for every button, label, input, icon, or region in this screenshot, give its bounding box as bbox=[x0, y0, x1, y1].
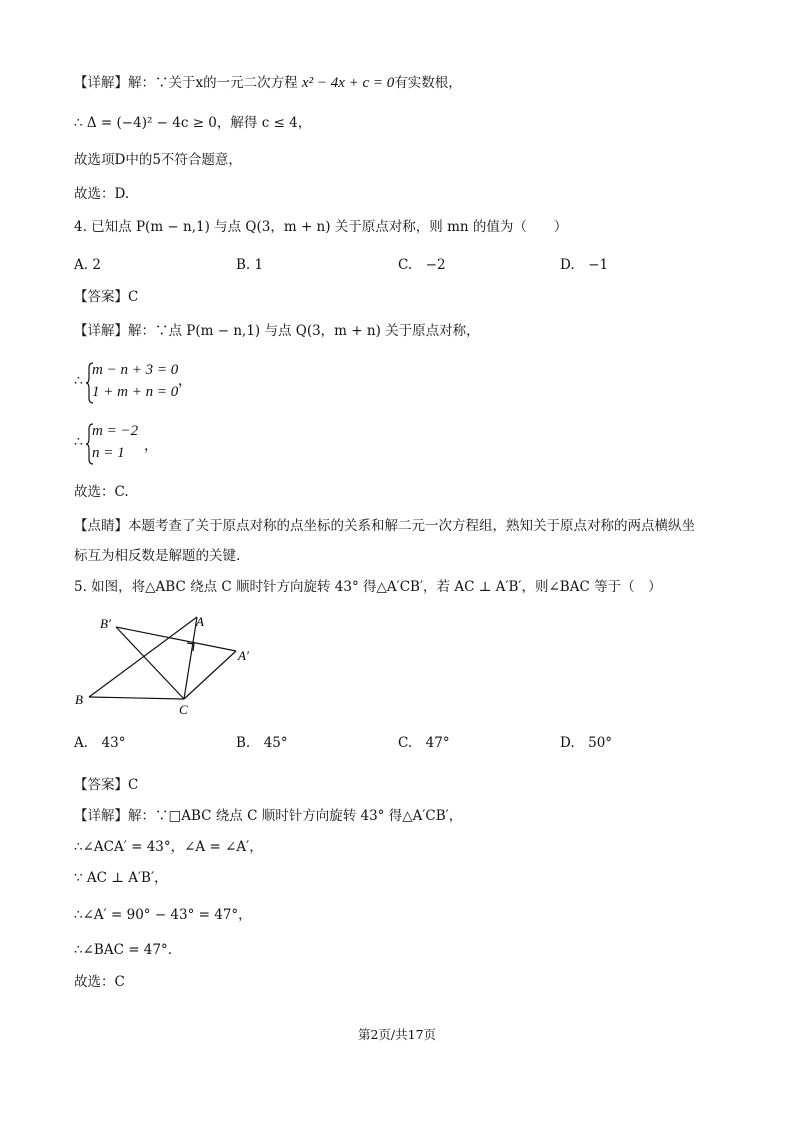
segment-B'A' bbox=[116, 627, 236, 651]
system-2-tail: ， bbox=[144, 438, 158, 454]
q4-answer: 【答案】C bbox=[74, 289, 139, 305]
q4-option-a: A. 2 bbox=[74, 257, 101, 273]
q3-detail-line bbox=[74, 73, 462, 93]
q5-detail-line-4: ∴∠A′ = 90° − 43° = 47°， bbox=[74, 907, 252, 923]
q3-therefore-line: ∴ Δ = (−4)² − 4c ≥ 0，解得 c ≤ 4， bbox=[74, 115, 312, 131]
detail-label: 【详解】解： bbox=[74, 75, 155, 91]
q5-detail-line-2: ∴∠ACA′ = 43°，∠A = ∠A′， bbox=[74, 839, 263, 855]
segment-BC bbox=[89, 697, 184, 699]
detail-text: ∵关于x的一元二次方程 bbox=[155, 75, 298, 91]
label-B-prime: B′ bbox=[100, 616, 111, 631]
label-C: C bbox=[179, 702, 188, 717]
segment-B'C bbox=[116, 627, 184, 699]
q5-figure bbox=[70, 610, 270, 720]
q4-option-b: B. 1 bbox=[236, 257, 264, 273]
system-1-eq-2: 1 + m + n = 0 bbox=[92, 384, 179, 400]
segment-CA' bbox=[184, 651, 236, 699]
q5-option-c: C. 47° bbox=[398, 735, 450, 751]
q5-detail-line-5: ∴∠BAC = 47°. bbox=[74, 942, 173, 958]
q5-option-a: A. 43° bbox=[74, 735, 126, 751]
q5-answer: 【答案】C bbox=[74, 777, 139, 793]
q4-choice: 故选：C. bbox=[74, 484, 129, 500]
system-1-tail: ， bbox=[178, 373, 192, 389]
q5-option-b: B. 45° bbox=[236, 735, 288, 751]
q5-stem: 5. 如图，将△ABC 绕点 C 顺时针方向旋转 43° 得△A′CB′，若 AC ⊥ A′B′，则∠BAC 等于（ ） bbox=[74, 579, 662, 595]
equation: x² − 4x + c = 0 bbox=[301, 75, 395, 91]
q4-detail: 【详解】解：∵点 P(m − n,1) 与点 Q(3，m + n) 关于原点对称， bbox=[74, 323, 480, 339]
label-A: A bbox=[196, 614, 204, 629]
q4-stem: 4. 已知点 P(m − n,1) 与点 Q(3，m + n) 关于原点对称，则 mn 的值为（ ） bbox=[74, 219, 568, 235]
q4-comment-line-1: 【点睛】本题考查了关于原点对称的点坐标的关系和解二元一次方程组，熟知关于原点对称的两点横纵坐 bbox=[74, 518, 695, 534]
system-2-eq-1: m = −2 bbox=[92, 423, 139, 439]
segment-AC bbox=[184, 617, 197, 699]
q5-detail-line-3: ∵ AC ⊥ A′B′， bbox=[74, 870, 168, 886]
detail-tail: 有实数根， bbox=[394, 75, 462, 91]
q5-option-d: D. 50° bbox=[560, 735, 613, 751]
page-footer: 第2页/共17页 bbox=[357, 1027, 437, 1042]
system-1-eq-1: m − n + 3 = 0 bbox=[92, 362, 179, 378]
therefore-sign: ∴ bbox=[74, 434, 83, 450]
q4-option-c: C. −2 bbox=[398, 257, 446, 273]
q3-conclusion: 故选项D中的5不符合题意， bbox=[74, 152, 242, 168]
therefore-sign: ∴ bbox=[74, 373, 83, 389]
q5-detail-line-6: 故选：C bbox=[74, 974, 125, 990]
q4-comment-line-2: 标互为相反数是解题的关键. bbox=[74, 548, 241, 564]
right-angle-mark bbox=[187, 643, 194, 651]
q5-detail-line-1: 【详解】解：∵□ABC 绕点 C 顺时针方向旋转 43° 得△A′CB′， bbox=[74, 808, 463, 824]
q4-option-d: D. −1 bbox=[560, 257, 609, 273]
label-B: B bbox=[75, 692, 83, 707]
q3-choice: 故选：D. bbox=[74, 186, 130, 202]
q4-system-1 bbox=[74, 360, 274, 408]
label-A-prime: A′ bbox=[238, 648, 249, 663]
system-2-eq-2: n = 1 bbox=[92, 445, 125, 461]
q4-system-2 bbox=[74, 421, 274, 469]
